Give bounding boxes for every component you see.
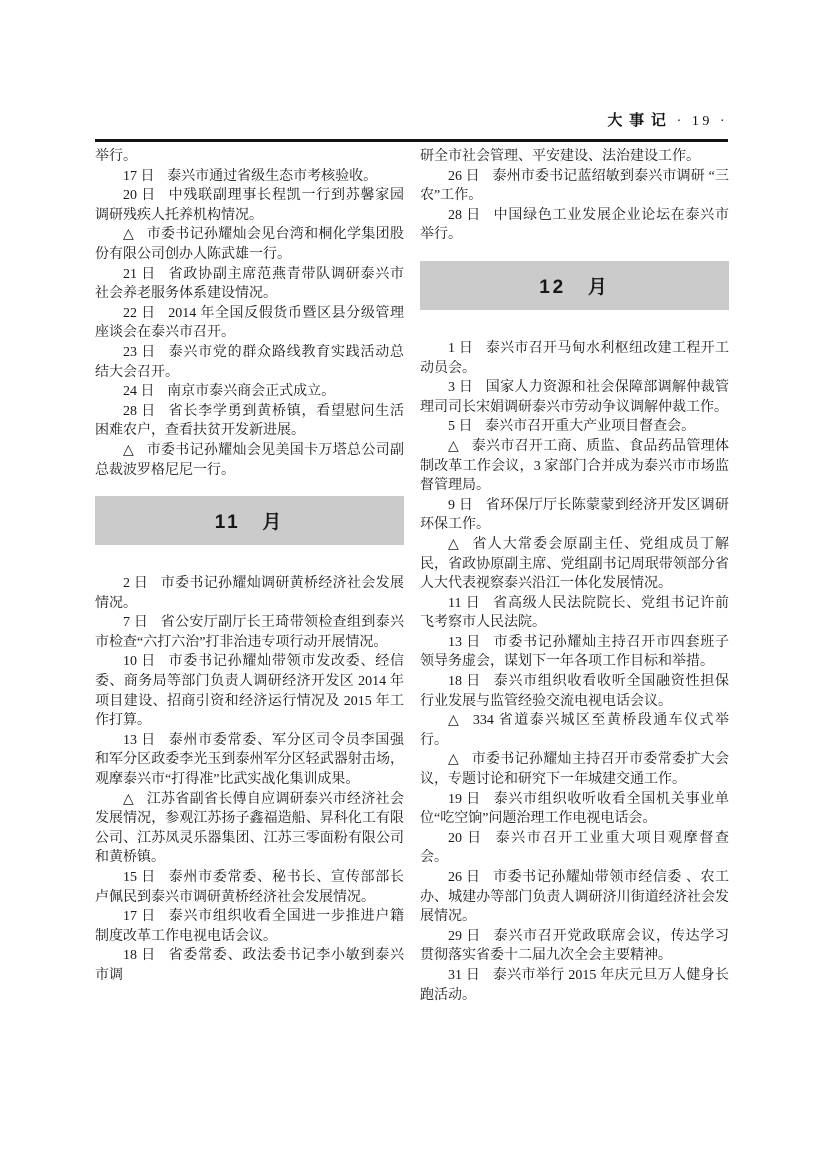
event-entry <box>95 907 404 946</box>
entry-date: 1 日 <box>448 340 474 356</box>
event-entry <box>420 147 729 167</box>
entry-date: 3 日 <box>448 380 474 396</box>
entry-text: 泰兴市召开党政联席会议，传达学习贯彻落实省委十二届九次全会主要精神。 <box>420 928 730 964</box>
entry-date: 26 日 <box>448 168 480 184</box>
entry-text: 举行。 <box>95 149 137 164</box>
entry-text: 市委书记孙耀灿带领市发改委、经信委、商务局等部门负责人调研经济开发区 2014 年项目建设、招商引资和经济运行情况及 2015 年工作打算。 <box>95 654 405 729</box>
event-entry <box>420 966 729 1005</box>
page-header <box>95 109 728 130</box>
entry-text: 省人大常委会原副主任、党组成员丁解民，省政协原副主席、党组副书记周珉带领部分省人大代表视察泰兴沿江一体化发展情况。 <box>420 536 729 592</box>
event-entry <box>420 711 729 750</box>
entry-date: 18 日 <box>123 948 157 964</box>
entry-text: 国家人力资源和社会保障部调解仲裁管理司司长宋娟调研泰兴市劳动争议调解仲裁工作。 <box>420 380 729 415</box>
entry-date: 7 日 <box>123 615 149 631</box>
entry-text: 市委书记孙耀灿会见美国卡万塔总公司副总裁波罗格尼尼一行。 <box>95 442 404 478</box>
event-entry <box>95 186 404 225</box>
entry-text: 省委常委、政法委书记李小敏到泰兴市调 <box>95 948 405 983</box>
entry-text: 泰兴市组织收看全国进一步推进户籍制度改革工作电视电话会议。 <box>95 909 405 944</box>
entry-date: 17 日 <box>123 168 155 184</box>
entry-text: 省长李学勇到黄桥镇，看望慰问生活困难农户，查看扶贫开发新进展。 <box>95 403 405 439</box>
entry-text: 泰兴市举行 2015 年庆元旦万人健身长跑活动。 <box>420 967 730 1003</box>
entry-text: 南京市泰兴商会正式成立。 <box>167 384 336 400</box>
event-entry <box>95 613 404 652</box>
page-header-title: 大事记 <box>607 112 673 129</box>
event-entry <box>95 652 404 730</box>
entry-date: 21 日 <box>123 266 157 282</box>
entry-date: 20 日 <box>123 188 157 204</box>
entry-text: 研全市社会管理、平安建设、法治建设工作。 <box>420 149 700 164</box>
entry-date: 31 日 <box>448 967 481 983</box>
entry-text: 市委书记孙耀灿主持召开市委常委扩大会议，专题讨论和研究下一年城建交通工作。 <box>420 752 729 788</box>
entry-text: 省政协副主席范燕青带队调研泰兴市社会养老服务体系建设情况。 <box>95 266 405 302</box>
entry-text: 泰兴市党的群众路线教育实践活动总结大会召开。 <box>95 344 405 380</box>
entry-text: 泰兴市召开马甸水利枢纽改建工程开工动员会。 <box>420 340 729 376</box>
entry-text: 市委书记孙耀灿会见台湾和桐化学集团股份有限公司创办人陈武雄一行。 <box>95 227 404 262</box>
entry-date: 5 日 <box>448 419 473 435</box>
event-entry <box>420 496 729 535</box>
entry-date: 29 日 <box>448 928 482 944</box>
entry-text: 泰州市委书记蓝绍敏到泰兴市调研 “三农”工作。 <box>420 168 730 204</box>
month-header-label: 12 月 <box>539 276 610 298</box>
month-header <box>95 496 404 545</box>
entry-text: 市委书记孙耀灿调研黄桥经济社会发展情况。 <box>95 576 404 611</box>
entry-date: 19 日 <box>448 791 482 807</box>
entry-triangle-marker: △ <box>123 791 135 807</box>
event-entry <box>95 402 404 441</box>
event-entry <box>420 378 729 417</box>
event-entry <box>95 167 404 187</box>
event-entry <box>95 304 404 343</box>
event-entry <box>420 206 729 245</box>
right-column <box>420 147 729 1005</box>
entry-date: 2 日 <box>123 576 149 592</box>
entry-date: 28 日 <box>123 403 157 419</box>
entry-date: 13 日 <box>448 634 482 650</box>
entry-text: 省公安厅副厅长王琦带领检查组到泰兴市检查“六打六治”打非治违专项行动开展情况。 <box>95 615 404 650</box>
entry-date: 11 日 <box>448 595 481 611</box>
left-column <box>95 147 404 986</box>
entry-date: 18 日 <box>448 674 482 690</box>
event-entry <box>420 437 729 496</box>
event-entry <box>95 382 404 402</box>
entry-triangle-marker: △ <box>448 752 460 768</box>
entry-triangle-marker: △ <box>448 438 460 454</box>
event-entry <box>420 790 729 829</box>
entry-date: 17 日 <box>123 909 157 925</box>
event-entry <box>420 535 729 594</box>
entry-text: 中国绿色工业发展企业论坛在泰兴市举行。 <box>420 207 730 243</box>
entry-date: 15 日 <box>123 870 157 885</box>
event-entry <box>420 339 729 378</box>
page-number: · 19 · <box>676 114 728 129</box>
event-entry <box>95 868 404 907</box>
entry-date: 20 日 <box>448 830 483 846</box>
entry-text: 省高级人民法院院长、党组书记许前飞考察市人民法院。 <box>420 595 729 631</box>
event-entry <box>95 147 404 167</box>
entry-triangle-marker: △ <box>448 713 461 729</box>
event-entry <box>95 574 404 613</box>
event-entry <box>420 927 729 966</box>
entry-text: 泰兴市召开工商、质监、食品药品管理体制改革工作会议，3 家部门合并成为泰兴市市场监督管理局。 <box>420 438 729 494</box>
event-entry <box>95 946 404 985</box>
event-entry <box>420 633 729 672</box>
entry-text: 泰兴市召开重大产业项目督查会。 <box>485 419 696 435</box>
entry-text: 江苏省副省长傅自应调研泰兴市经济社会发展情况，参观江苏扬子鑫福造船、昇科化工有限公司、江苏凤灵乐器集团、江苏三零面粉有限公司和黄桥镇。 <box>95 791 404 866</box>
entry-text: 334 省道泰兴城区至黄桥段通车仪式举行。 <box>420 713 729 748</box>
entry-text: 泰兴市召开工业重大项目观摩督查会。 <box>420 830 730 866</box>
event-entry <box>420 750 729 789</box>
entry-text: 泰州市委常委、军分区司令员李国强和军分区政委李光玉到泰州军分区轻武器射击场，观摩泰兴市“打得准”比武实战化集训成果。 <box>95 732 405 788</box>
entry-date: 24 日 <box>123 384 155 400</box>
entry-date: 28 日 <box>448 207 482 223</box>
entry-text: 泰州市委常委、秘书长、宣传部部长卢佩民到泰兴市调研黄桥经济社会发展情况。 <box>95 870 405 905</box>
event-entry <box>420 594 729 633</box>
entry-text: 中残联副理事长程凯一行到苏馨家园调研残疾人托养机构情况。 <box>95 188 405 223</box>
entry-triangle-marker: △ <box>448 536 460 552</box>
entry-date: 23 日 <box>123 344 157 360</box>
entry-triangle-marker: △ <box>123 442 135 458</box>
entry-date: 26 日 <box>448 870 481 885</box>
entry-date: 9 日 <box>448 497 474 513</box>
entry-text: 2014 年全国反假货币暨区县分级管理座谈会在泰兴市召开。 <box>95 305 405 341</box>
entry-date: 13 日 <box>123 732 157 748</box>
event-entry <box>95 343 404 382</box>
entry-text: 市委书记孙耀灿主持召开市四套班子领导务虚会，谋划下一年各项工作目标和举措。 <box>420 634 730 670</box>
event-entry <box>420 167 729 206</box>
month-header <box>420 261 729 310</box>
event-entry <box>95 265 404 304</box>
entry-triangle-marker: △ <box>123 227 135 243</box>
entry-text: 市委书记孙耀灿带领市经信委 、农工办、城建办等部门负责人调研济川街道经济社会发展情况。 <box>420 870 730 925</box>
entry-text: 省环保厅厅长陈蒙蒙到经济开发区调研环保工作。 <box>420 497 729 533</box>
header-rule <box>95 139 728 142</box>
event-entry <box>95 225 404 264</box>
event-entry <box>420 417 729 437</box>
event-entry <box>420 672 729 711</box>
event-entry <box>95 731 404 790</box>
entry-text: 泰兴市组织收看收听全国融资性担保行业发展与监管经验交流电视电话会议。 <box>420 674 730 709</box>
entry-text: 泰兴市组织收听收看全国机关事业单位“吃空饷”问题治理工作电视电话会。 <box>420 791 730 827</box>
entry-text: 泰兴市通过省级生态市考核验收。 <box>167 168 378 184</box>
month-header-label: 11 月 <box>214 512 285 534</box>
event-entry <box>420 868 729 927</box>
event-entry <box>95 790 404 868</box>
event-entry <box>420 829 729 868</box>
entry-date: 22 日 <box>123 305 156 321</box>
event-entry <box>95 441 404 480</box>
entry-date: 10 日 <box>123 654 157 670</box>
